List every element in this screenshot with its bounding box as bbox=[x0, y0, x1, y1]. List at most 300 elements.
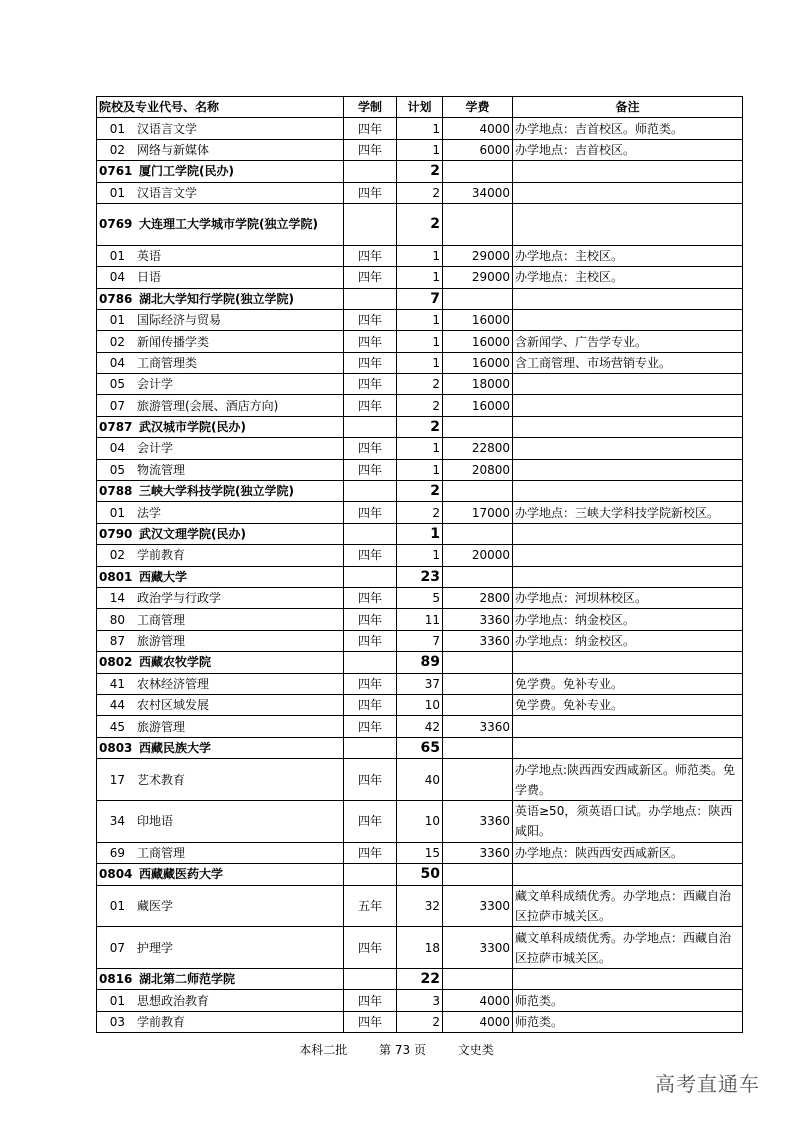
major-name: 国际经济与贸易 bbox=[137, 313, 222, 328]
major-note: 办学地点：纳金校区。 bbox=[513, 630, 743, 651]
major-plan: 1 bbox=[397, 139, 443, 160]
school-code: 0802 bbox=[99, 655, 133, 670]
major-name: 护理学 bbox=[137, 940, 174, 955]
major-name-cell bbox=[97, 1011, 344, 1032]
major-code: 01 bbox=[109, 248, 125, 263]
major-length: 四年 bbox=[344, 459, 397, 480]
major-row bbox=[97, 309, 743, 330]
school-fee-cell bbox=[443, 566, 513, 587]
school-name: 大连理工大学城市学院(独立学院) bbox=[139, 217, 318, 232]
major-code: 45 bbox=[109, 719, 125, 734]
school-plan-total: 65 bbox=[397, 737, 443, 758]
major-code: 41 bbox=[109, 676, 125, 691]
major-length: 五年 bbox=[344, 885, 397, 927]
school-name: 西藏大学 bbox=[139, 569, 188, 584]
school-length-cell bbox=[344, 288, 397, 309]
school-code: 0790 bbox=[99, 527, 133, 542]
school-row bbox=[97, 652, 743, 673]
school-row bbox=[97, 288, 743, 309]
major-note: 办学地点：主校区。 bbox=[513, 245, 743, 266]
school-code: 0804 bbox=[99, 867, 133, 882]
school-code: 0816 bbox=[99, 972, 133, 987]
major-row bbox=[97, 182, 743, 203]
major-plan: 2 bbox=[397, 502, 443, 523]
major-note: 藏文单科成绩优秀。办学地点：西藏自治区拉萨市城关区。 bbox=[513, 885, 743, 927]
major-name-cell bbox=[97, 694, 344, 715]
major-note: 办学地点：三峡大学科技学院新校区。 bbox=[513, 502, 743, 523]
major-row bbox=[97, 459, 743, 480]
major-plan: 1 bbox=[397, 118, 443, 139]
major-row bbox=[97, 885, 743, 927]
major-code: 07 bbox=[109, 940, 125, 955]
major-row bbox=[97, 245, 743, 266]
major-fee bbox=[443, 694, 513, 715]
major-name-cell bbox=[97, 118, 344, 139]
school-fee-cell bbox=[443, 288, 513, 309]
major-name: 物流管理 bbox=[137, 462, 186, 477]
major-length: 四年 bbox=[344, 309, 397, 330]
major-name: 藏医学 bbox=[137, 898, 174, 913]
school-row bbox=[97, 969, 743, 990]
school-name-cell bbox=[97, 737, 344, 758]
school-row bbox=[97, 416, 743, 437]
major-row bbox=[97, 395, 743, 416]
major-note: 含新闻学、广告学专业。 bbox=[513, 331, 743, 352]
school-fee-cell bbox=[443, 523, 513, 544]
major-name: 旅游管理 bbox=[137, 633, 186, 648]
major-length: 四年 bbox=[344, 673, 397, 694]
major-note: 藏文单科成绩优秀。办学地点：西藏自治区拉萨市城关区。 bbox=[513, 927, 743, 969]
major-code: 05 bbox=[109, 462, 125, 477]
major-row bbox=[97, 267, 743, 288]
school-name-cell bbox=[97, 566, 344, 587]
major-fee: 2800 bbox=[443, 588, 513, 609]
school-fee-cell bbox=[443, 203, 513, 245]
admissions-table bbox=[96, 96, 743, 1033]
major-length: 四年 bbox=[344, 118, 397, 139]
major-note: 免学费。免补专业。 bbox=[513, 694, 743, 715]
school-name-cell bbox=[97, 523, 344, 544]
major-name-cell bbox=[97, 139, 344, 160]
major-code: 04 bbox=[109, 270, 125, 285]
major-code: 17 bbox=[109, 772, 125, 787]
major-plan: 15 bbox=[397, 842, 443, 863]
major-note bbox=[513, 395, 743, 416]
major-code: 87 bbox=[109, 633, 125, 648]
major-name: 农林经济管理 bbox=[137, 676, 210, 691]
major-name: 学前教育 bbox=[137, 548, 186, 563]
major-length: 四年 bbox=[344, 502, 397, 523]
school-row bbox=[97, 737, 743, 758]
major-code: 07 bbox=[109, 398, 125, 413]
major-row bbox=[97, 800, 743, 842]
major-plan: 1 bbox=[397, 267, 443, 288]
major-name: 政治学与行政学 bbox=[137, 591, 222, 606]
major-name: 思想政治教育 bbox=[137, 993, 210, 1008]
major-fee: 4000 bbox=[443, 1011, 513, 1032]
school-plan-total: 89 bbox=[397, 652, 443, 673]
major-length: 四年 bbox=[344, 352, 397, 373]
major-note: 办学地点：陕西西安西咸新区。 bbox=[513, 842, 743, 863]
major-name: 工商管理 bbox=[137, 612, 186, 627]
major-row bbox=[97, 374, 743, 395]
school-plan-total: 50 bbox=[397, 864, 443, 885]
school-name-cell bbox=[97, 969, 344, 990]
footer-category: 文史类 bbox=[457, 1043, 494, 1057]
major-plan: 1 bbox=[397, 245, 443, 266]
school-name: 湖北第二师范学院 bbox=[139, 972, 236, 987]
major-name: 艺术教育 bbox=[137, 772, 186, 787]
major-name-cell bbox=[97, 630, 344, 651]
header-plan: 计划 bbox=[397, 97, 443, 118]
school-fee-cell bbox=[443, 737, 513, 758]
major-code: 02 bbox=[109, 334, 125, 349]
school-code: 0801 bbox=[99, 569, 133, 584]
major-code: 34 bbox=[109, 814, 125, 829]
major-code: 01 bbox=[109, 185, 125, 200]
major-name-cell bbox=[97, 438, 344, 459]
school-fee-cell bbox=[443, 969, 513, 990]
school-code: 0788 bbox=[99, 484, 133, 499]
major-name-cell bbox=[97, 395, 344, 416]
major-name-cell bbox=[97, 609, 344, 630]
major-plan: 7 bbox=[397, 630, 443, 651]
school-plan-total: 23 bbox=[397, 566, 443, 587]
school-length-cell bbox=[344, 864, 397, 885]
major-row bbox=[97, 331, 743, 352]
major-row bbox=[97, 1011, 743, 1032]
major-row bbox=[97, 545, 743, 566]
school-length-cell bbox=[344, 523, 397, 544]
major-row bbox=[97, 502, 743, 523]
major-name-cell bbox=[97, 545, 344, 566]
major-length: 四年 bbox=[344, 609, 397, 630]
major-note: 办学地点:陕西西安西咸新区。师范类。免学费。 bbox=[513, 759, 743, 801]
major-length: 四年 bbox=[344, 716, 397, 737]
major-fee: 16000 bbox=[443, 331, 513, 352]
major-row bbox=[97, 438, 743, 459]
major-name: 工商管理类 bbox=[137, 355, 198, 370]
school-note-cell bbox=[513, 737, 743, 758]
school-plan-total: 2 bbox=[397, 203, 443, 245]
major-note bbox=[513, 374, 743, 395]
major-row bbox=[97, 673, 743, 694]
major-note: 办学地点：主校区。 bbox=[513, 267, 743, 288]
major-length: 四年 bbox=[344, 588, 397, 609]
school-name: 三峡大学科技学院(独立学院) bbox=[139, 484, 294, 499]
school-row bbox=[97, 481, 743, 502]
school-row bbox=[97, 161, 743, 182]
major-length: 四年 bbox=[344, 1011, 397, 1032]
school-fee-cell bbox=[443, 416, 513, 437]
major-name-cell bbox=[97, 182, 344, 203]
major-code: 69 bbox=[109, 845, 125, 860]
major-fee: 3360 bbox=[443, 842, 513, 863]
major-name-cell bbox=[97, 588, 344, 609]
major-fee: 18000 bbox=[443, 374, 513, 395]
school-code: 0803 bbox=[99, 740, 133, 755]
school-plan-total: 2 bbox=[397, 161, 443, 182]
major-plan: 42 bbox=[397, 716, 443, 737]
major-name: 网络与新媒体 bbox=[137, 142, 210, 157]
major-name: 日语 bbox=[137, 270, 162, 285]
major-name-cell bbox=[97, 502, 344, 523]
school-code: 0769 bbox=[99, 217, 133, 232]
major-fee: 22800 bbox=[443, 438, 513, 459]
header-name: 院校及专业代号、名称 bbox=[97, 97, 344, 118]
major-note: 办学地点：吉首校区。 bbox=[513, 139, 743, 160]
major-name: 工商管理 bbox=[137, 845, 186, 860]
major-note bbox=[513, 459, 743, 480]
major-length: 四年 bbox=[344, 694, 397, 715]
school-row bbox=[97, 864, 743, 885]
major-name: 学前教育 bbox=[137, 1015, 186, 1030]
major-note: 含工商管理、市场营销专业。 bbox=[513, 352, 743, 373]
major-note: 师范类。 bbox=[513, 1011, 743, 1032]
major-code: 01 bbox=[109, 993, 125, 1008]
major-name: 汉语言文学 bbox=[137, 185, 198, 200]
school-note-cell bbox=[513, 566, 743, 587]
major-name: 汉语言文学 bbox=[137, 121, 198, 136]
major-name: 印地语 bbox=[137, 814, 174, 829]
major-name-cell bbox=[97, 800, 344, 842]
major-length: 四年 bbox=[344, 800, 397, 842]
major-fee: 3360 bbox=[443, 800, 513, 842]
major-code: 03 bbox=[109, 1015, 125, 1030]
major-row bbox=[97, 759, 743, 801]
major-name-cell bbox=[97, 459, 344, 480]
major-length: 四年 bbox=[344, 331, 397, 352]
major-plan: 11 bbox=[397, 609, 443, 630]
major-fee: 4000 bbox=[443, 990, 513, 1011]
major-fee: 20800 bbox=[443, 459, 513, 480]
school-code: 0787 bbox=[99, 420, 133, 435]
school-row bbox=[97, 523, 743, 544]
school-note-cell bbox=[513, 203, 743, 245]
major-plan: 1 bbox=[397, 438, 443, 459]
school-name-cell bbox=[97, 288, 344, 309]
major-row bbox=[97, 716, 743, 737]
major-fee: 29000 bbox=[443, 267, 513, 288]
major-plan: 1 bbox=[397, 459, 443, 480]
school-name: 厦门工学院(民办) bbox=[139, 164, 234, 179]
page-footer bbox=[0, 1041, 793, 1058]
major-fee: 16000 bbox=[443, 352, 513, 373]
major-plan: 32 bbox=[397, 885, 443, 927]
major-row bbox=[97, 694, 743, 715]
major-code: 01 bbox=[109, 505, 125, 520]
major-name: 旅游管理(会展、酒店方向) bbox=[137, 398, 279, 413]
school-code: 0786 bbox=[99, 291, 133, 306]
major-length: 四年 bbox=[344, 759, 397, 801]
school-row bbox=[97, 566, 743, 587]
school-fee-cell bbox=[443, 481, 513, 502]
major-fee: 4000 bbox=[443, 118, 513, 139]
footer-batch: 本科二批 bbox=[299, 1043, 348, 1057]
school-name: 西藏民族大学 bbox=[139, 740, 212, 755]
footer-page: 第 73 页 bbox=[379, 1043, 426, 1057]
major-code: 04 bbox=[109, 441, 125, 456]
school-length-cell bbox=[344, 481, 397, 502]
major-length: 四年 bbox=[344, 630, 397, 651]
school-length-cell bbox=[344, 652, 397, 673]
major-code: 14 bbox=[109, 591, 125, 606]
major-fee bbox=[443, 759, 513, 801]
major-name-cell bbox=[97, 759, 344, 801]
major-name-cell bbox=[97, 374, 344, 395]
major-row bbox=[97, 842, 743, 863]
major-code: 01 bbox=[109, 898, 125, 913]
major-code: 04 bbox=[109, 355, 125, 370]
major-fee: 3360 bbox=[443, 609, 513, 630]
school-name-cell bbox=[97, 652, 344, 673]
major-name-cell bbox=[97, 990, 344, 1011]
major-row bbox=[97, 927, 743, 969]
school-length-cell bbox=[344, 203, 397, 245]
major-length: 四年 bbox=[344, 927, 397, 969]
school-plan-total: 2 bbox=[397, 416, 443, 437]
header-row bbox=[97, 97, 743, 118]
major-name: 会计学 bbox=[137, 377, 174, 392]
school-code: 0761 bbox=[99, 164, 133, 179]
school-plan-total: 1 bbox=[397, 523, 443, 544]
school-note-cell bbox=[513, 481, 743, 502]
major-code: 02 bbox=[109, 548, 125, 563]
major-row bbox=[97, 609, 743, 630]
school-name-cell bbox=[97, 416, 344, 437]
major-plan: 3 bbox=[397, 990, 443, 1011]
school-plan-total: 22 bbox=[397, 969, 443, 990]
major-fee: 16000 bbox=[443, 309, 513, 330]
major-name: 英语 bbox=[137, 248, 162, 263]
major-note: 办学地点：吉首校区。师范类。 bbox=[513, 118, 743, 139]
school-name: 西藏农牧学院 bbox=[139, 655, 212, 670]
major-fee: 17000 bbox=[443, 502, 513, 523]
major-row bbox=[97, 139, 743, 160]
major-note bbox=[513, 309, 743, 330]
major-name-cell bbox=[97, 673, 344, 694]
major-length: 四年 bbox=[344, 139, 397, 160]
header-note: 备注 bbox=[513, 97, 743, 118]
major-fee: 3300 bbox=[443, 927, 513, 969]
school-note-cell bbox=[513, 416, 743, 437]
school-note-cell bbox=[513, 523, 743, 544]
major-fee: 29000 bbox=[443, 245, 513, 266]
school-length-cell bbox=[344, 566, 397, 587]
school-name: 西藏藏医药大学 bbox=[139, 867, 224, 882]
major-length: 四年 bbox=[344, 267, 397, 288]
major-name-cell bbox=[97, 267, 344, 288]
major-plan: 2 bbox=[397, 1011, 443, 1032]
header-length: 学制 bbox=[344, 97, 397, 118]
major-fee: 34000 bbox=[443, 182, 513, 203]
major-plan: 10 bbox=[397, 800, 443, 842]
major-plan: 10 bbox=[397, 694, 443, 715]
major-length: 四年 bbox=[344, 990, 397, 1011]
major-name: 农村区域发展 bbox=[137, 698, 210, 713]
school-fee-cell bbox=[443, 864, 513, 885]
major-code: 02 bbox=[109, 142, 125, 157]
major-plan: 1 bbox=[397, 331, 443, 352]
major-fee: 3300 bbox=[443, 885, 513, 927]
school-name-cell bbox=[97, 161, 344, 182]
school-plan-total: 2 bbox=[397, 481, 443, 502]
major-note: 师范类。 bbox=[513, 990, 743, 1011]
school-name: 武汉文理学院(民办) bbox=[139, 527, 246, 542]
major-length: 四年 bbox=[344, 438, 397, 459]
major-row bbox=[97, 352, 743, 373]
major-plan: 5 bbox=[397, 588, 443, 609]
major-row bbox=[97, 990, 743, 1011]
major-name-cell bbox=[97, 309, 344, 330]
major-name: 新闻传播学类 bbox=[137, 334, 210, 349]
major-note: 英语≥50，须英语口试。办学地点：陕西咸阳。 bbox=[513, 800, 743, 842]
major-plan: 2 bbox=[397, 374, 443, 395]
major-name: 会计学 bbox=[137, 441, 174, 456]
major-plan: 1 bbox=[397, 352, 443, 373]
major-note: 免学费。免补专业。 bbox=[513, 673, 743, 694]
watermark-text: 高考直通车 bbox=[655, 1072, 760, 1096]
major-code: 01 bbox=[109, 313, 125, 328]
major-note bbox=[513, 545, 743, 566]
school-note-cell bbox=[513, 969, 743, 990]
school-fee-cell bbox=[443, 652, 513, 673]
school-name-cell bbox=[97, 203, 344, 245]
header-fee: 学费 bbox=[443, 97, 513, 118]
major-name-cell bbox=[97, 885, 344, 927]
major-note: 办学地点：河坝林校区。 bbox=[513, 588, 743, 609]
school-length-cell bbox=[344, 737, 397, 758]
major-plan: 37 bbox=[397, 673, 443, 694]
major-note bbox=[513, 716, 743, 737]
major-name: 法学 bbox=[137, 505, 162, 520]
major-fee bbox=[443, 673, 513, 694]
major-note bbox=[513, 182, 743, 203]
school-name: 武汉城市学院(民办) bbox=[139, 420, 246, 435]
school-note-cell bbox=[513, 652, 743, 673]
major-name-cell bbox=[97, 352, 344, 373]
school-note-cell bbox=[513, 161, 743, 182]
major-fee: 3360 bbox=[443, 716, 513, 737]
major-name-cell bbox=[97, 716, 344, 737]
major-length: 四年 bbox=[344, 182, 397, 203]
major-plan: 18 bbox=[397, 927, 443, 969]
school-note-cell bbox=[513, 288, 743, 309]
major-length: 四年 bbox=[344, 245, 397, 266]
school-length-cell bbox=[344, 969, 397, 990]
major-plan: 1 bbox=[397, 309, 443, 330]
school-length-cell bbox=[344, 416, 397, 437]
school-name: 湖北大学知行学院(独立学院) bbox=[139, 291, 294, 306]
school-row bbox=[97, 203, 743, 245]
major-plan: 2 bbox=[397, 395, 443, 416]
major-length: 四年 bbox=[344, 545, 397, 566]
school-note-cell bbox=[513, 864, 743, 885]
major-row bbox=[97, 118, 743, 139]
major-note bbox=[513, 438, 743, 459]
major-name: 旅游管理 bbox=[137, 719, 186, 734]
major-code: 01 bbox=[109, 121, 125, 136]
major-name-cell bbox=[97, 842, 344, 863]
major-length: 四年 bbox=[344, 395, 397, 416]
major-code: 80 bbox=[109, 612, 125, 627]
major-name-cell bbox=[97, 927, 344, 969]
major-fee: 3360 bbox=[443, 630, 513, 651]
major-fee: 16000 bbox=[443, 395, 513, 416]
major-fee: 20000 bbox=[443, 545, 513, 566]
school-fee-cell bbox=[443, 161, 513, 182]
school-name-cell bbox=[97, 864, 344, 885]
